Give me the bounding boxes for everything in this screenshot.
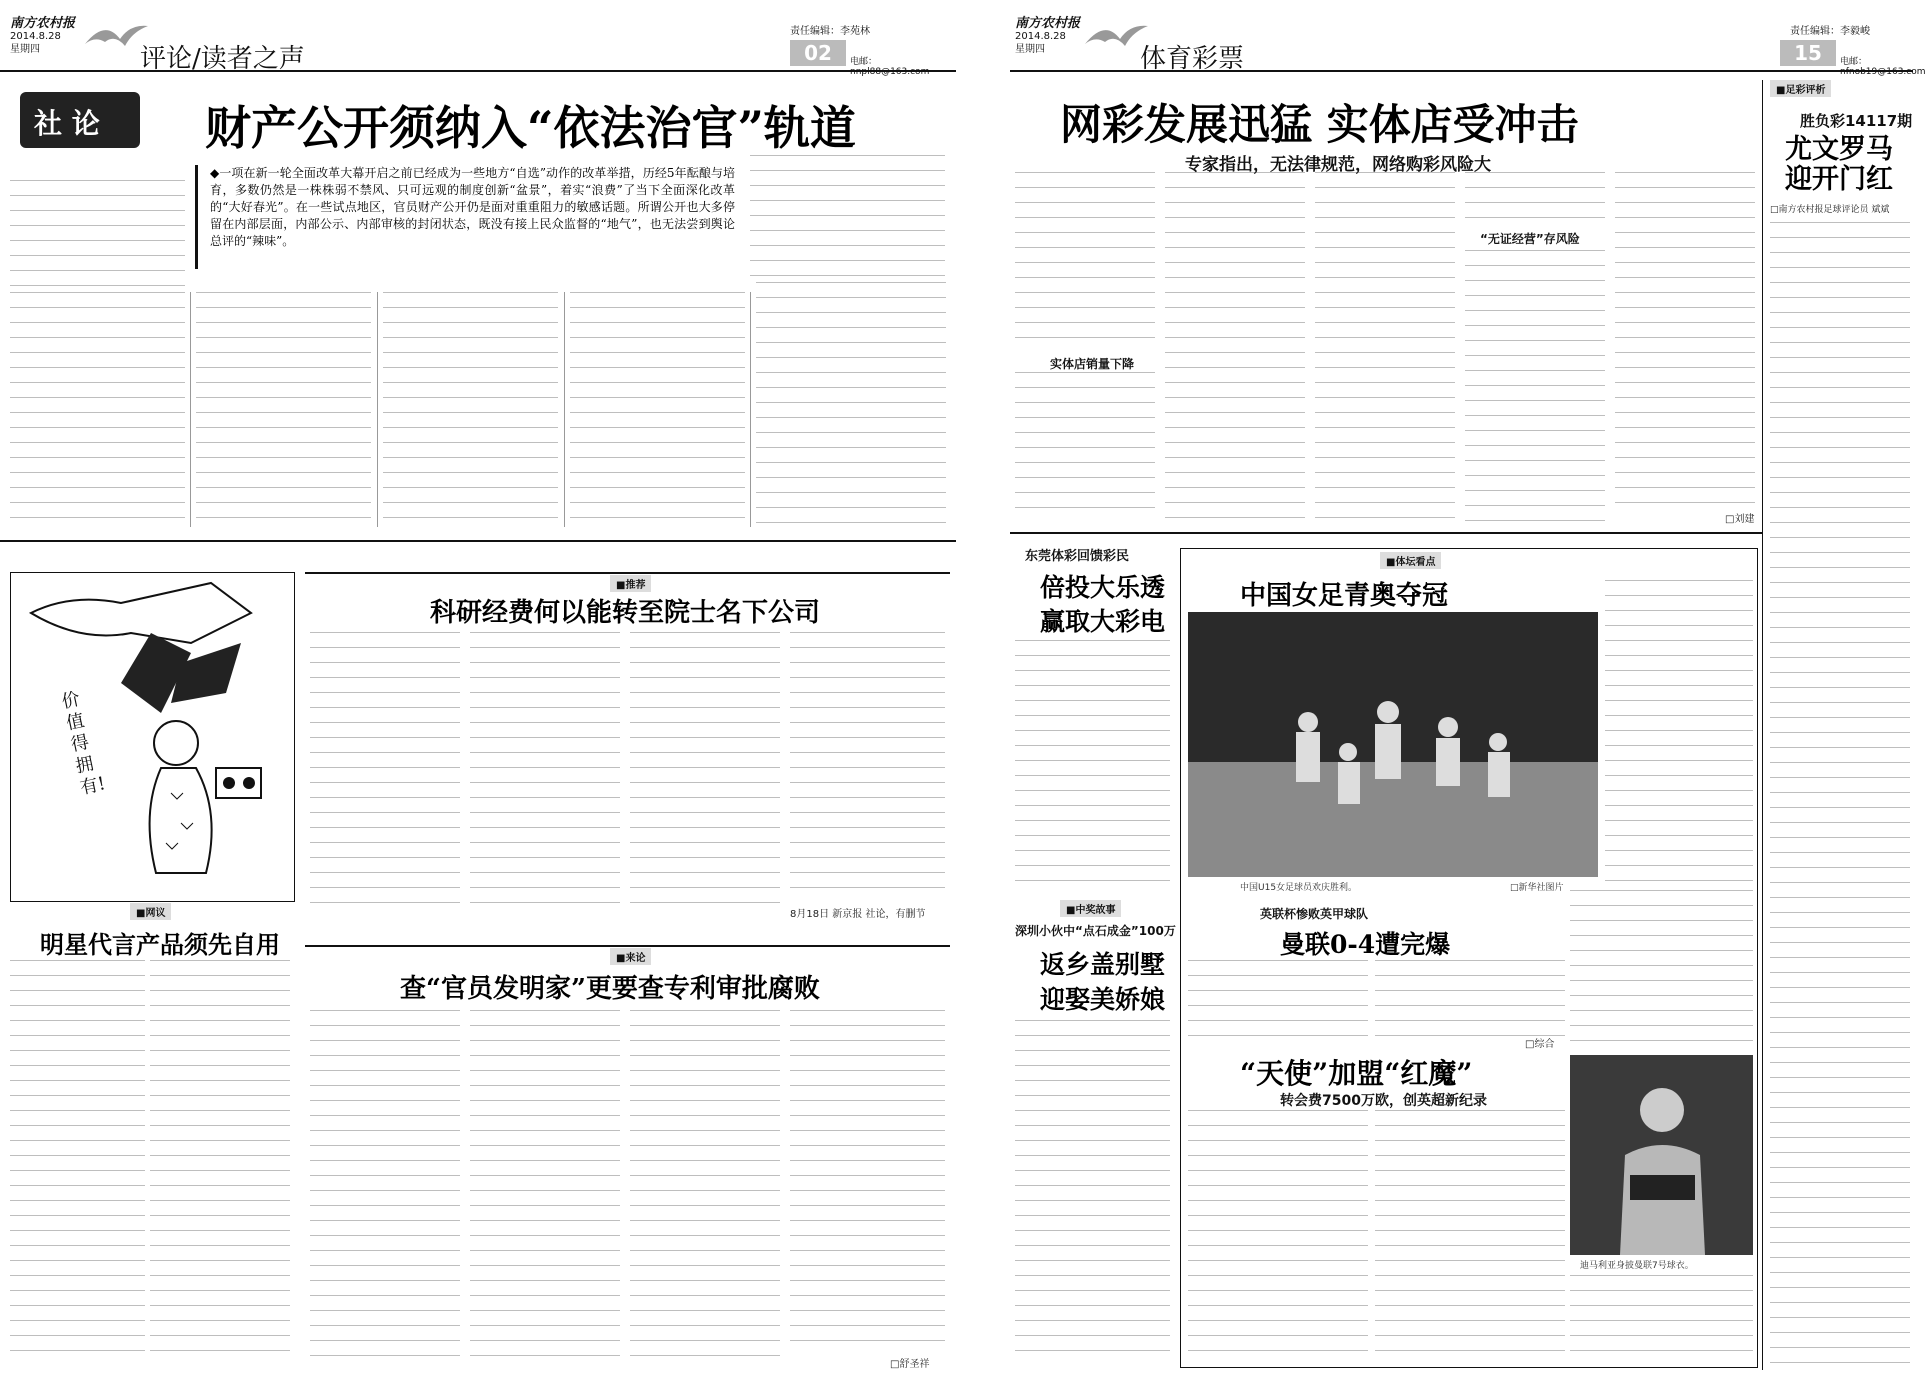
lottery-subhead: 专家指出，无法律规范，网络购彩风险大 (1185, 155, 1491, 175)
inventor-col-1 (310, 1010, 460, 1365)
netfriend-kicker: ■网议 (130, 903, 171, 920)
date-text: 2014.8.28 (10, 31, 61, 42)
lottery-col-3 (1315, 172, 1455, 522)
section-title: 体育彩票 (1140, 44, 1245, 74)
lottery-col-4 (1465, 250, 1605, 522)
column-rule (377, 292, 378, 527)
lottery-col-5 (1615, 172, 1755, 512)
left-newspaper-page (0, 0, 956, 1375)
lottery-subhead-2: “无证经营”存风险 (1480, 232, 1580, 246)
cartoon-text: 价值得拥有! (59, 688, 108, 799)
lottery-subhead-1: 实体店销量下降 (1050, 357, 1135, 371)
inventor-rule (305, 945, 950, 947)
league-cup-col-2 (1375, 960, 1565, 1045)
womens-football-headline: 中国女足青奥夺冠 (1240, 581, 1449, 611)
sports-kicker: ■体坛看点 (1380, 552, 1441, 569)
angel-col-2 (1375, 1110, 1565, 1365)
football-issue: 胜负彩14117期 (1800, 112, 1913, 130)
masthead-logo: 南方农村报 (10, 16, 76, 31)
page-number: 02 (790, 40, 846, 66)
laiyun-kicker: ■来论 (610, 948, 651, 965)
editor-email: 电邮：nfnob19@163.com (1840, 57, 1926, 77)
angel-col-1 (1188, 1110, 1368, 1365)
lottery-col-4-top (1465, 172, 1605, 227)
date-text: 2014.8.28 (1015, 31, 1066, 42)
research-col-2 (470, 632, 620, 917)
section-divider (1010, 532, 1762, 534)
editorial-col-1-top (10, 180, 185, 290)
editorial-col-4 (570, 292, 745, 527)
shenzhen-headline-1: 返乡盖别墅 (1040, 950, 1166, 979)
player-photo (1570, 1055, 1753, 1255)
editor-credit: 责任编辑：李苑林 (790, 26, 870, 37)
shenzhen-headline-2: 迎娶美娇娘 (1040, 985, 1166, 1014)
inventor-headline: 查“官员发明家”更要查专利审批腐败 (400, 974, 820, 1004)
celebrity-col-1 (10, 960, 145, 1365)
dongguan-headline-1: 倍投大乐透 (1040, 573, 1166, 602)
angel-col-3 (1570, 1275, 1753, 1360)
angel-headline: “天使”加盟“红魔” (1240, 1057, 1473, 1090)
inventor-col-3 (630, 1010, 780, 1365)
inventor-byline: □舒圣祥 (890, 1359, 930, 1370)
photo-credit: □新华社图片 (1510, 883, 1564, 893)
weekday-text: 星期四 (1015, 44, 1045, 55)
issue-date (10, 30, 61, 56)
column-rule (564, 292, 565, 527)
editorial-col-6-top (750, 155, 945, 280)
research-headline: 科研经费何以能转至院士名下公司 (430, 598, 821, 628)
league-cup-headline: 曼联0-4遭完爆 (1280, 930, 1451, 959)
weekday-text: 星期四 (10, 44, 40, 55)
editorial-col-3 (383, 292, 558, 527)
lottery-col-1 (1015, 372, 1155, 522)
celebration-image (1188, 612, 1598, 877)
masthead-logo: 南方农村报 (1015, 16, 1081, 31)
prize-story-kicker: ■中奖故事 (1060, 900, 1121, 917)
issue-date (1015, 30, 1066, 56)
cartoon-illustration (11, 573, 293, 899)
editorial-headline: 财产公开须纳入“依法治官”轨道 (205, 101, 856, 155)
womens-football-photo (1188, 612, 1598, 877)
editorial-lead: ◆一项在新一轮全面改革大幕开启之前已经成为一些地方“自选”动作的改革举措，历经5年酝酿与培育，多数仍然是一株株弱不禁风、只可远观的制度创新“盆景”，着实“浪费”了当下全面深化改革的“大好春光”。在一些试点地区，官员财产公开仍是面对重重阻力的敏感话题。所谓公开也大多停留在内部层面，内部公示、内部审核的封闭状态，既没有接上民众监督的“地气”，也无法尝到舆论总评的“辣味”。 (210, 166, 735, 248)
research-col-3 (630, 632, 780, 917)
editorial-badge-label: 社 论 (34, 107, 100, 140)
player-image (1570, 1055, 1753, 1255)
womens-football-body (1605, 580, 1753, 890)
left-page-header (0, 10, 956, 77)
player-photo-caption: 迪马利亚身披曼联7号球衣。 (1580, 1261, 1694, 1271)
editorial-col-2 (196, 292, 371, 527)
shenzhen-subhead: 深圳小伙中“点石成金”100万 (1015, 924, 1176, 938)
lottery-byline: □刘建 (1725, 514, 1755, 525)
column-rule (1762, 80, 1763, 1370)
editor-credit: 责任编辑：李毅峻 (1790, 26, 1870, 37)
celebrity-col-2 (150, 960, 290, 1365)
column-rule (190, 292, 191, 527)
shenzhen-body (1015, 1020, 1170, 1365)
editor-email: 电邮：nnpl88@163.com (850, 57, 930, 77)
section-divider (0, 540, 956, 542)
page-number: 15 (1780, 40, 1836, 66)
lottery-headline: 网彩发展迅猛 实体店受冲击 (1060, 100, 1579, 149)
column-rule (750, 292, 751, 527)
right-page-header (1010, 10, 1926, 77)
league-cup-col-3 (1570, 890, 1753, 1045)
editorial-col-5 (756, 282, 946, 527)
research-col-4 (790, 632, 945, 902)
league-cup-col-1 (1188, 960, 1368, 1045)
lottery-col-1-top (1015, 172, 1155, 347)
cartoon-box (10, 572, 295, 902)
football-analysis-kicker: ■足彩评析 (1770, 80, 1831, 97)
research-byline: 8月18日 新京报 社论，有删节 (790, 909, 926, 920)
football-byline: □南方农村报足球评论员 斌斌 (1770, 205, 1890, 215)
editorial-badge (20, 92, 140, 148)
page-gutter (956, 0, 1010, 1375)
dongguan-kicker: 东莞体彩回馈彩民 (1025, 549, 1130, 564)
football-headline: 尤文罗马迎开门红 (1785, 134, 1893, 195)
dongguan-headline-2: 赢取大彩电 (1040, 607, 1166, 636)
league-cup-byline: □综合 (1525, 1039, 1555, 1050)
celebrity-headline: 明星代言产品须先自用 (40, 930, 280, 959)
lottery-col-2 (1165, 172, 1305, 522)
football-col (1770, 222, 1910, 1367)
editorial-col-1 (10, 292, 185, 527)
research-col-1 (310, 632, 460, 917)
right-newspaper-page (1010, 0, 1926, 1375)
dongguan-body (1015, 640, 1170, 890)
section-title: 评论/读者之声 (140, 44, 305, 74)
league-cup-subhead: 英联杯惨败英甲球队 (1260, 907, 1369, 921)
recommend-kicker: ■推荐 (610, 575, 651, 592)
photo-caption: 中国U15女足球员欢庆胜利。 (1240, 883, 1358, 893)
inventor-col-4 (790, 1010, 945, 1350)
angel-subhead: 转会费7500万欧，创英超新纪录 (1280, 1093, 1487, 1109)
inventor-col-2 (470, 1010, 620, 1365)
